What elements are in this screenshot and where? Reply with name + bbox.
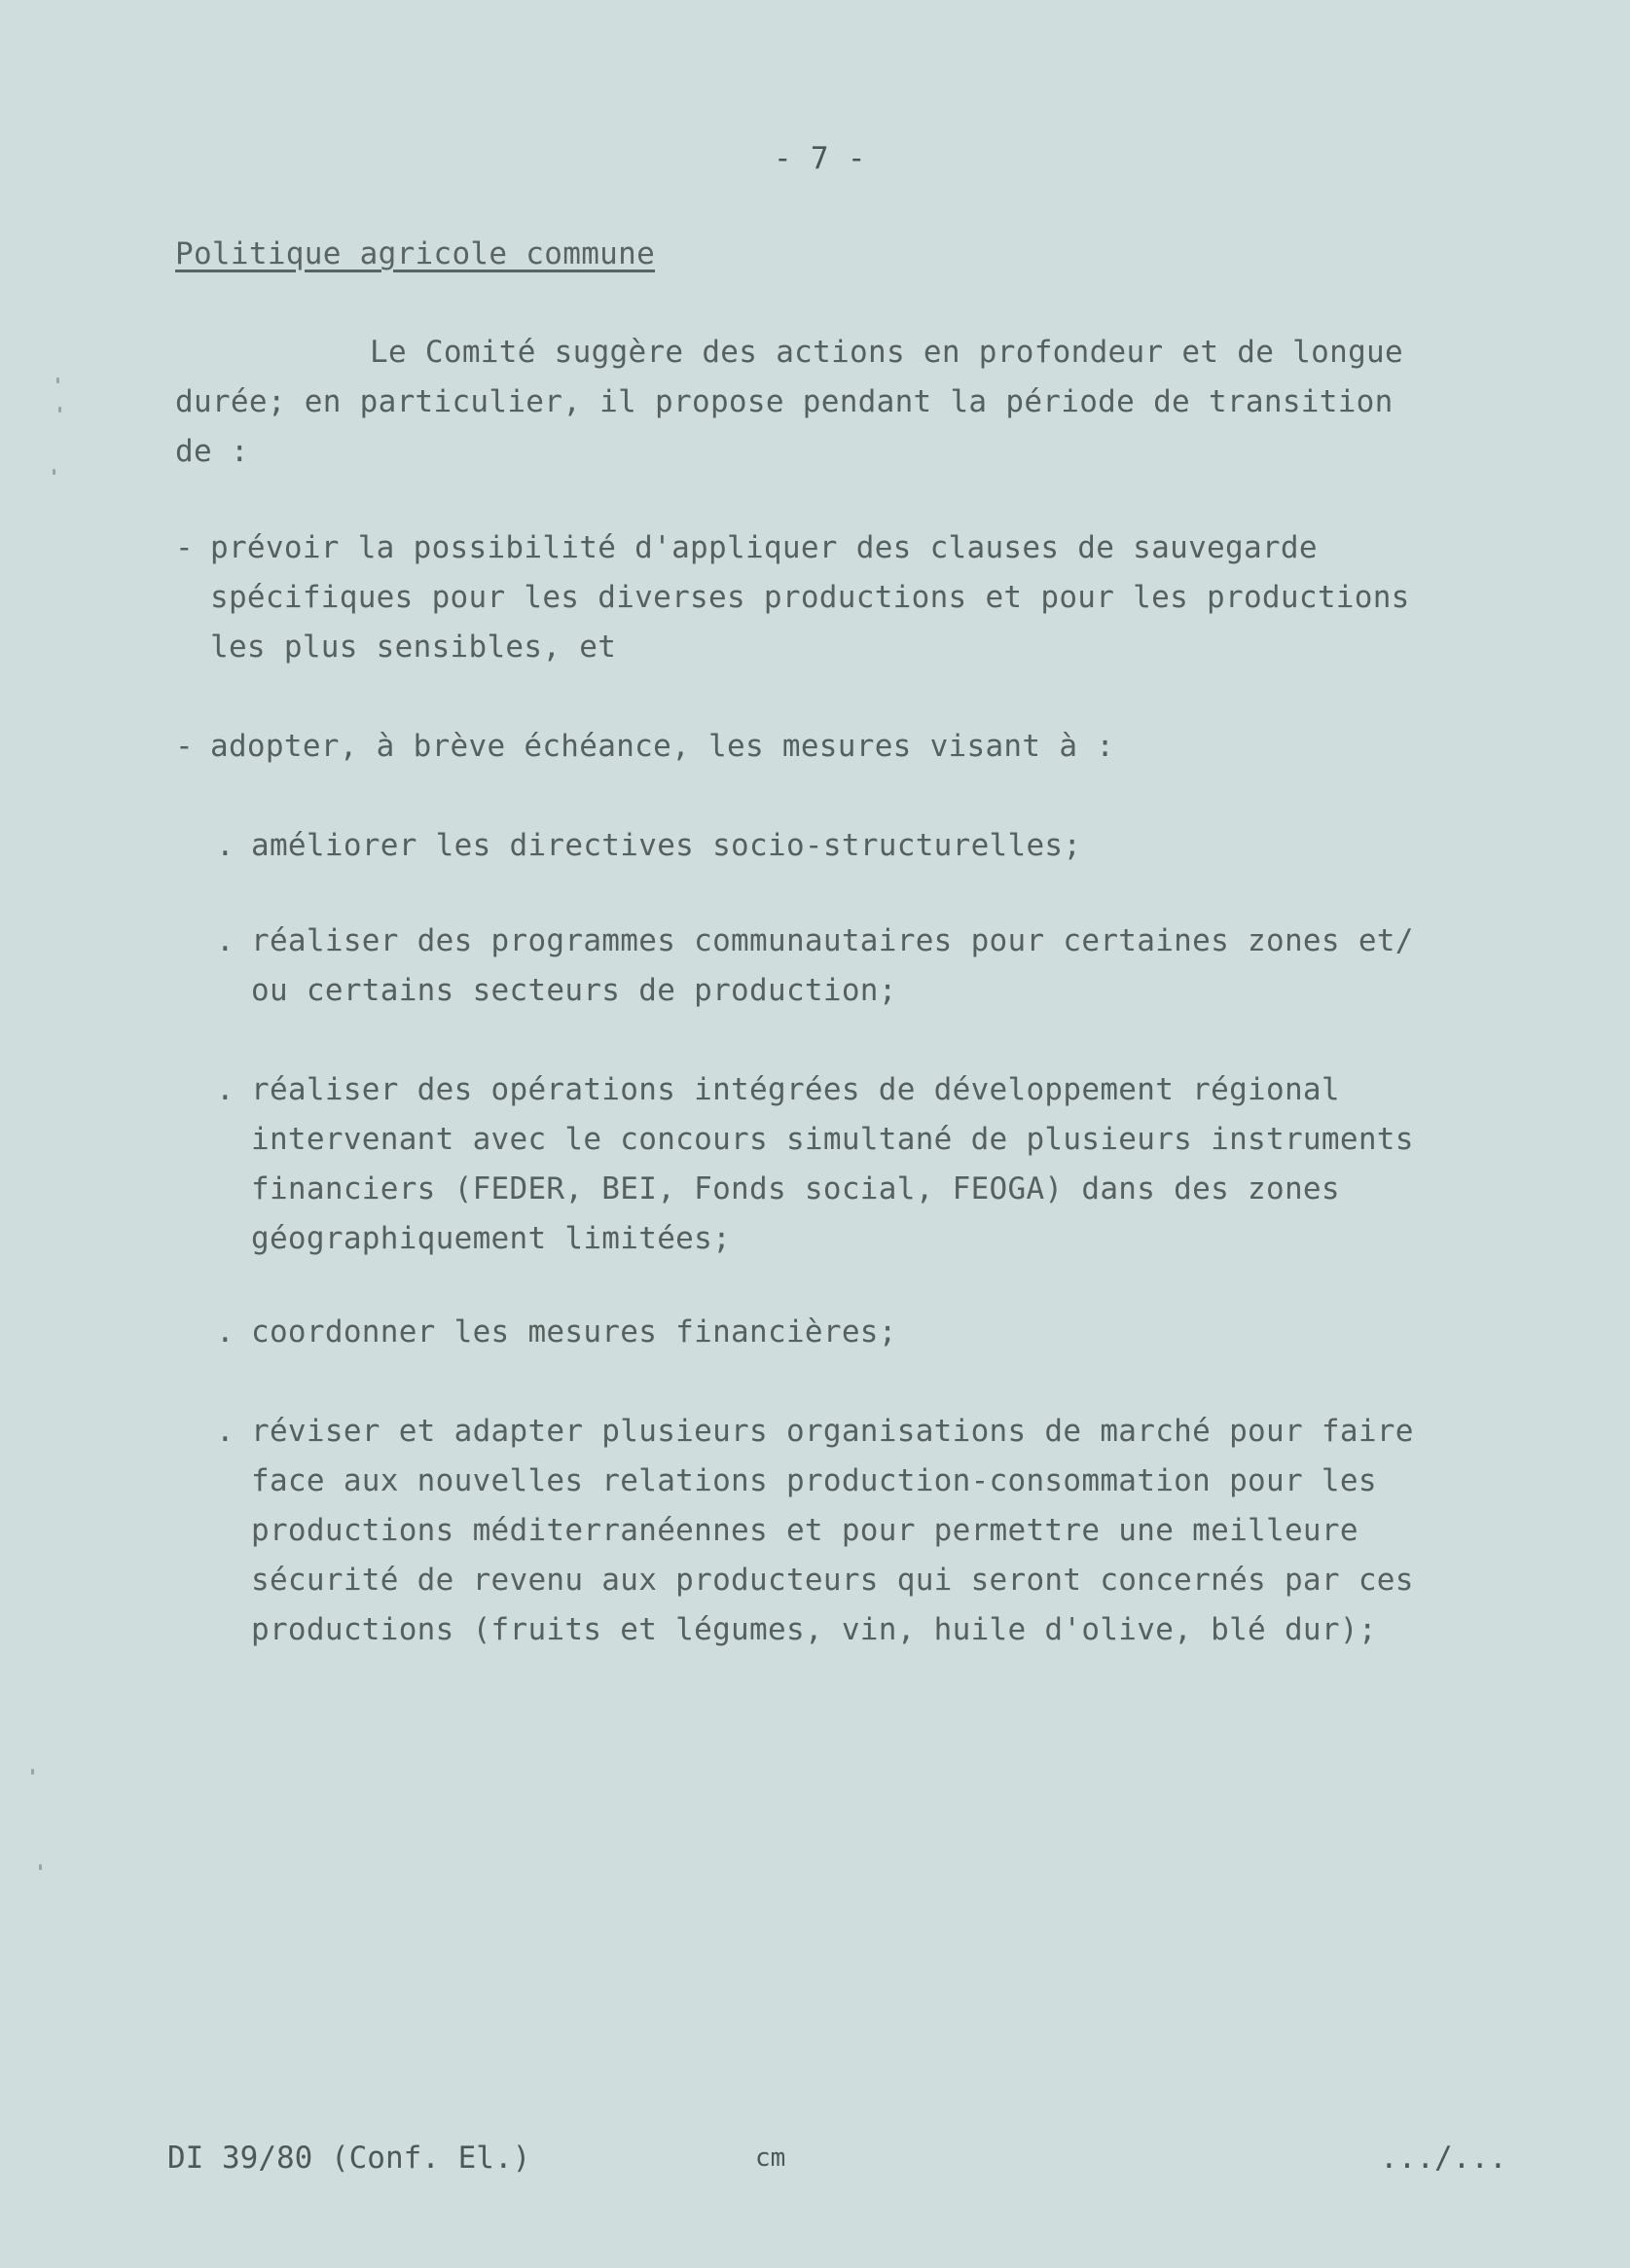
dash-marker: - <box>175 729 194 764</box>
bullet-marker: . <box>216 828 235 863</box>
section-title: Politique agricole commune <box>175 236 656 271</box>
scan-speck <box>31 1769 34 1775</box>
bullet-item <box>216 917 1414 1016</box>
item-line: réaliser des opérations intégrées de développement régional <box>251 1072 1340 1107</box>
bullet-marker: . <box>216 1414 235 1449</box>
item-line: les plus sensibles, et <box>210 630 617 665</box>
item-line: améliorer les directives socio-structurelles; <box>251 828 1082 863</box>
item-line: géographiquement limitées; <box>251 1221 732 1256</box>
item-line: ou certains secteurs de production; <box>251 973 897 1008</box>
scan-speck <box>53 469 55 475</box>
dash-item <box>175 523 1410 672</box>
scan-speck <box>56 378 59 383</box>
item-line: sécurité de revenu aux producteurs qui seront concernés par ces <box>251 1563 1414 1598</box>
bullet-item <box>216 1308 897 1357</box>
dash-marker: - <box>175 530 194 565</box>
item-line: productions méditerranéennes et pour permettre une meilleure <box>251 1513 1358 1548</box>
continuation-mark: .../... <box>1380 2141 1507 2176</box>
bullet-item <box>216 1407 1414 1655</box>
intro-line: Le Comité suggère des actions en profondeur et de longue <box>370 335 1403 370</box>
dash-item <box>175 722 1114 772</box>
page-number: - 7 - <box>774 141 866 176</box>
bullet-marker: . <box>216 1072 235 1107</box>
scan-speck <box>58 407 61 413</box>
bullet-item <box>216 1065 1414 1264</box>
intro-paragraph <box>175 328 1479 477</box>
item-line: adopter, à brève échéance, les mesures visant à : <box>210 729 1115 764</box>
bullet-marker: . <box>216 923 235 958</box>
item-line: prévoir la possibilité d'appliquer des clauses de sauvegarde <box>210 530 1318 565</box>
item-line: spécifiques pour les diverses productions et pour les productions <box>210 580 1410 615</box>
intro-line: de : <box>175 434 249 469</box>
item-line: réaliser des programmes communautaires pour certaines zones et/ <box>251 923 1414 958</box>
document-reference: DI 39/80 (Conf. El.) <box>167 2141 531 2176</box>
scan-speck <box>39 1864 42 1870</box>
bullet-marker: . <box>216 1314 235 1350</box>
item-line: productions (fruits et légumes, vin, huile d'olive, blé dur); <box>251 1612 1377 1647</box>
intro-line: durée; en particulier, il propose pendant la période de transition <box>175 384 1394 419</box>
typist-initials: cm <box>755 2143 786 2173</box>
item-line: intervenant avec le concours simultané de plusieurs instruments <box>251 1122 1414 1157</box>
item-line: financiers (FEDER, BEI, Fonds social, FEOGA) dans des zones <box>251 1171 1340 1206</box>
item-line: réviser et adapter plusieurs organisations de marché pour faire <box>251 1414 1414 1449</box>
item-line: coordonner les mesures financières; <box>251 1314 897 1350</box>
bullet-item <box>216 821 1081 871</box>
item-line: face aux nouvelles relations production-consommation pour les <box>251 1463 1377 1498</box>
